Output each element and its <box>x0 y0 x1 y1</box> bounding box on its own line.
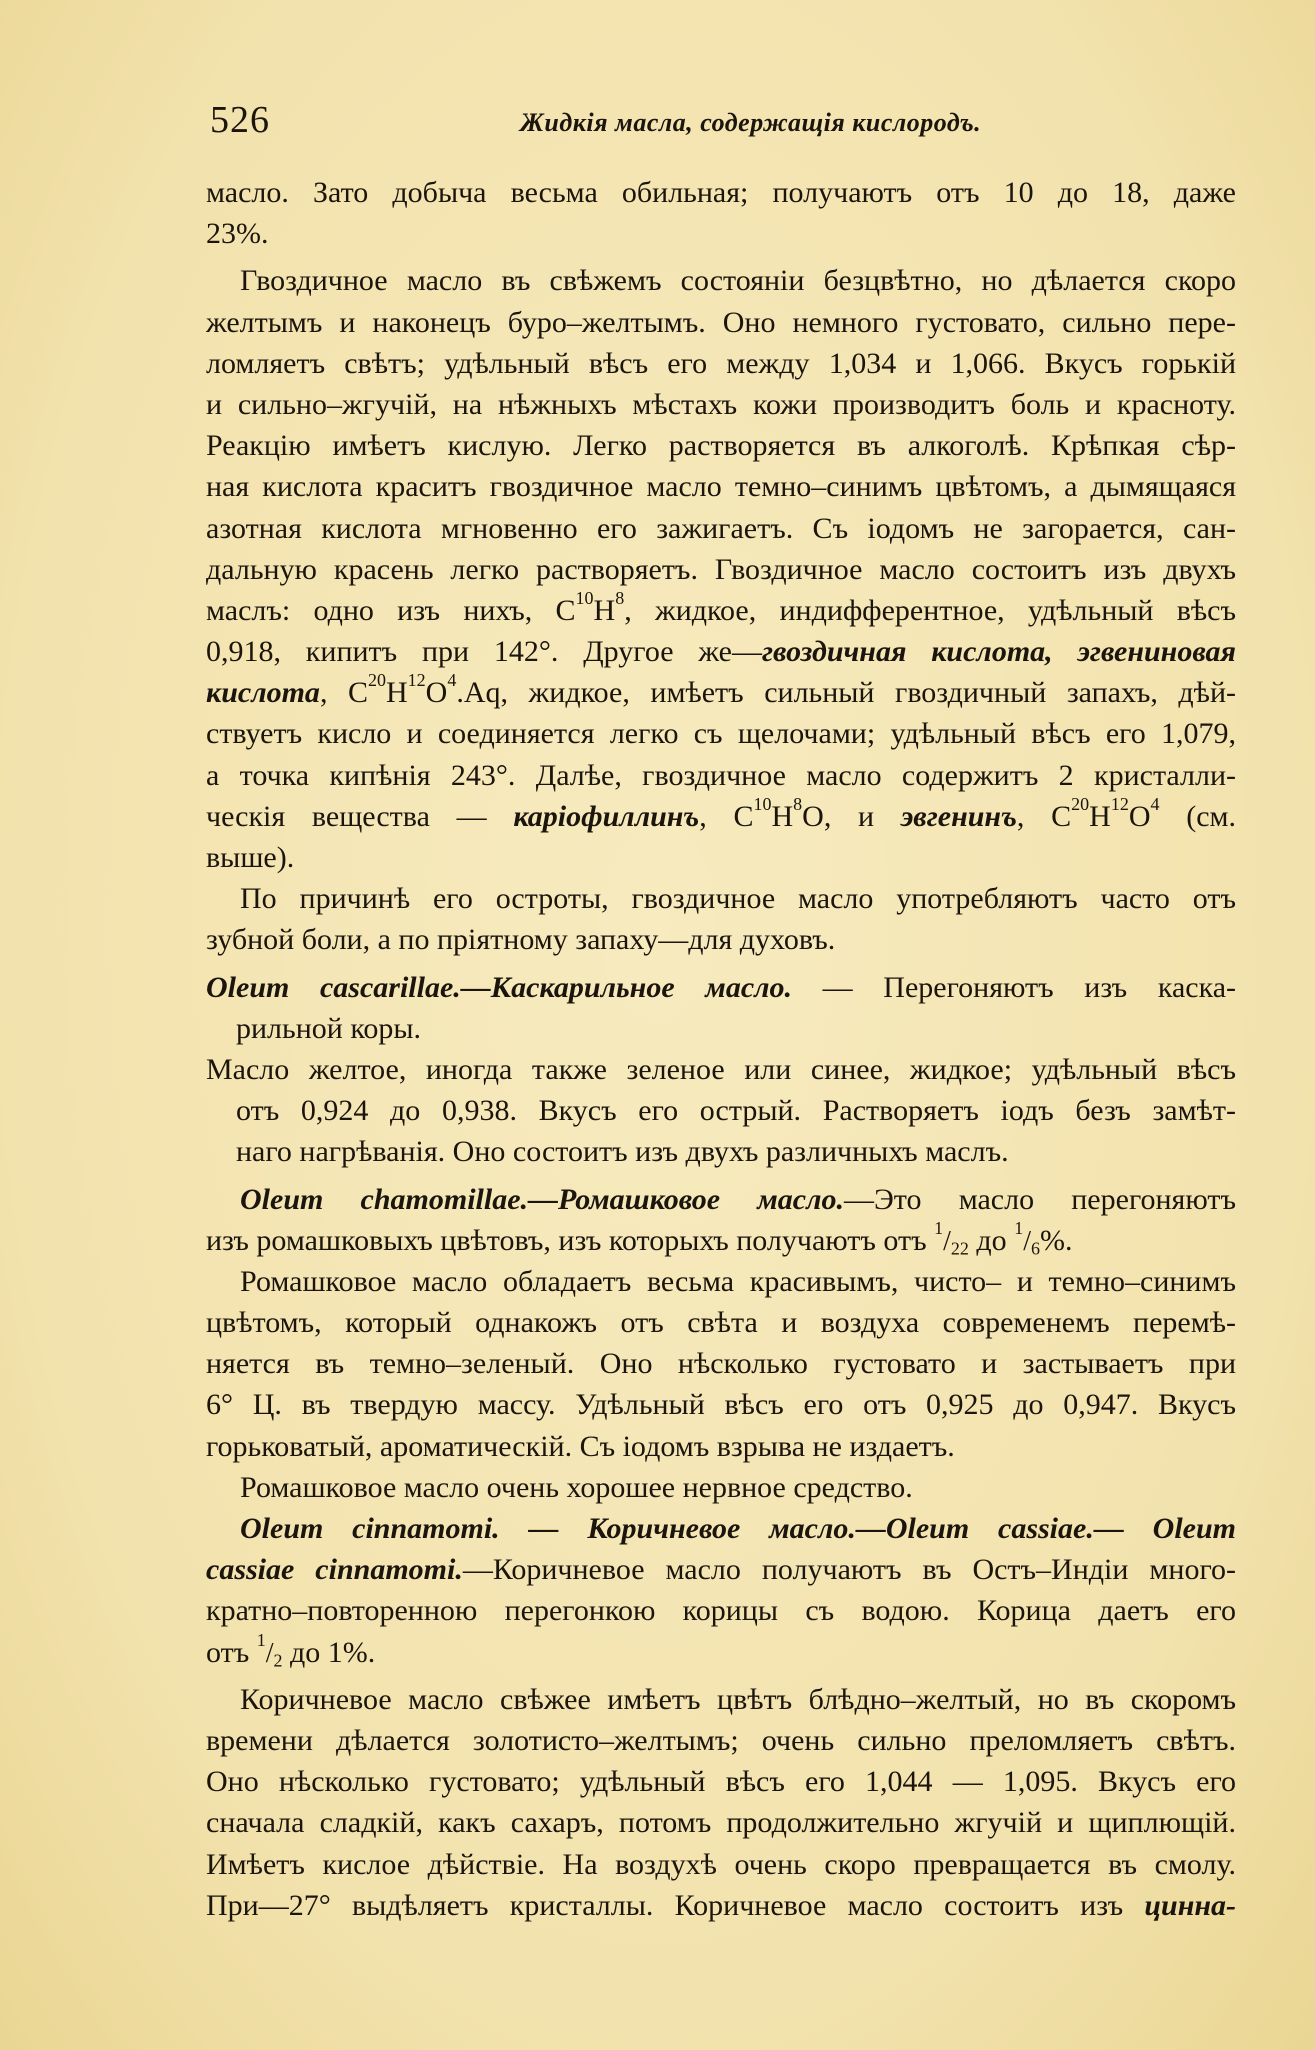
text-line: азотная кислота мгновенно его зажигаетъ. Съ іодомъ не загорается, сан- <box>206 511 1236 545</box>
text-line: цвѣтомъ, который однакожъ отъ свѣта и воздуха современемъ перемѣ- <box>206 1306 1236 1340</box>
page-number: 526 <box>210 99 270 141</box>
body-text <box>206 172 1236 1926</box>
text-line: ствуетъ кисло и соединяется легко съ щелочами; удѣльный вѣсъ его 1,079, <box>206 717 1236 751</box>
text-line: 0,918, кипитъ при 142°. Другое же—гвоздичная кислота, эгвениновая <box>206 635 1236 669</box>
text-line: 23%. <box>206 217 269 251</box>
text-line: выше). <box>206 841 295 874</box>
text-line: желтымъ и наконецъ буро–желтымъ. Оно немного густовато, сильно пере- <box>206 305 1236 339</box>
text-line: Гвоздичное масло въ свѣжемъ состояніи безцвѣтно, но дѣлается скоро <box>240 264 1236 298</box>
running-head: Жидкія масла, содержащія кислородъ. <box>520 108 982 137</box>
text-line: ломляетъ свѣтъ; удѣльный вѣсъ его между 1,034 и 1,066. Вкусъ горькій <box>206 346 1236 380</box>
text-line: cassiae cinnamomi.—Коричневое масло получаютъ въ Остъ–Индіи много- <box>206 1553 1236 1587</box>
text-line: Oleum chamomillae.—Ромашковое масло.—Это масло перегоняютъ <box>240 1182 1236 1216</box>
text-line: горьковатый, ароматическій. Съ іодомъ взрыва не издаетъ. <box>206 1429 955 1463</box>
text-line: наго нагрѣванія. Оно состоитъ изъ двухъ различныхъ маслъ. <box>236 1135 1009 1169</box>
text-line: маслъ: одно изъ нихъ, $C^{10}H^8$, жидкое, индифферентное, удѣльный вѣсъ <box>206 589 1236 627</box>
text-line: масло. Зато добыча весьма обильная; получаютъ отъ 10 до 18, даже <box>206 176 1236 209</box>
text-line: а точка кипѣнія 243°. Далѣе, гвоздичное масло содержитъ 2 кристалли- <box>206 758 1236 792</box>
text-line: и сильно–жгучій, на нѣжныхъ мѣстахъ кожи производитъ боль и красноту. <box>206 387 1236 421</box>
text-line: Оно нѣсколько густовато; удѣльный вѣсъ его 1,044 — 1,095. Вкусъ его <box>206 1765 1236 1799</box>
text-line: Ромашковое масло очень хорошее нервное средство. <box>240 1470 913 1504</box>
text-line: кислота, $C^{20}H^{12}O^4.Aq$, жидкое, имѣетъ сильный гвоздичный запахъ, дѣй- <box>206 672 1236 710</box>
text-line: кратно–повторенною перегонкою корицы съ водою. Корица даетъ его <box>206 1594 1236 1628</box>
text-line: Ромашковое масло обладаетъ весьма красивымъ, чисто– и темно–синимъ <box>240 1264 1236 1298</box>
text-line: При—27° выдѣляетъ кристаллы. Коричневое масло состоитъ изъ цинна- <box>206 1888 1236 1922</box>
text-line: Имѣетъ кислое дѣйствіе. На воздухѣ очень скоро превращается въ смолу. <box>206 1847 1236 1881</box>
text-line: Oleum cinnamomi. — Коричневое масло.—Oleum cassiae.— Oleum <box>240 1512 1236 1545</box>
text-line: няется въ темно–зеленый. Оно нѣсколько густовато и застываетъ при <box>206 1347 1236 1381</box>
text-line: Реакцію имѣетъ кислую. Легко растворяется въ алкоголѣ. Крѣпкая сѣр- <box>206 429 1236 463</box>
text-line: ческія вещества — каріофиллинъ, $C^{10}H^8O$, и эвгенинъ, $C^{20}H^{12}O^4$ (см. <box>206 795 1236 833</box>
text-line: Коричневое масло свѣжее имѣетъ цвѣтъ блѣдно–желтый, но въ скоромъ <box>240 1682 1236 1716</box>
text-line: рильной коры. <box>236 1011 422 1045</box>
text-line: отъ 0,924 до 0,938. Вкусъ его острый. Растворяетъ іодъ безъ замѣт- <box>236 1094 1236 1128</box>
text-line: времени дѣлается золотисто–желтымъ; очень сильно преломляетъ свѣтъ. <box>206 1723 1236 1757</box>
text-line: дальную красень легко растворяетъ. Гвоздичное масло состоитъ изъ двухъ <box>206 552 1236 586</box>
text-line: Oleum cascarillae.—Каскарильное масло. — Перегоняютъ изъ каска- <box>206 970 1236 1004</box>
text-line: ная кислота краситъ гвоздичное масло темно–синимъ цвѣтомъ, а дымящаяся <box>206 470 1236 504</box>
text-line: Масло желтое, иногда также зеленое или синее, жидкое; удѣльный вѣсъ <box>206 1052 1236 1086</box>
text-line: отъ $^1/_2$ до 1%. <box>206 1631 376 1671</box>
text-line: По причинѣ его остроты, гвоздичное масло употребляютъ часто отъ <box>240 882 1236 916</box>
page-header <box>210 98 1220 144</box>
text-line: сначала сладкій, какъ сахаръ, потомъ продолжительно жгучій и щиплющій. <box>206 1806 1236 1840</box>
text-line: 6° Ц. въ твердую массу. Удѣльный вѣсъ его отъ 0,925 до 0,947. Вкусъ <box>206 1388 1236 1422</box>
text-line: зубной боли, а по пріятному запаху—для духовъ. <box>206 923 836 957</box>
text-line: изъ ромашковыхъ цвѣтовъ, изъ которыхъ получаютъ отъ $^1/_{22}$ до $^1/_6\%$. <box>206 1219 1073 1259</box>
